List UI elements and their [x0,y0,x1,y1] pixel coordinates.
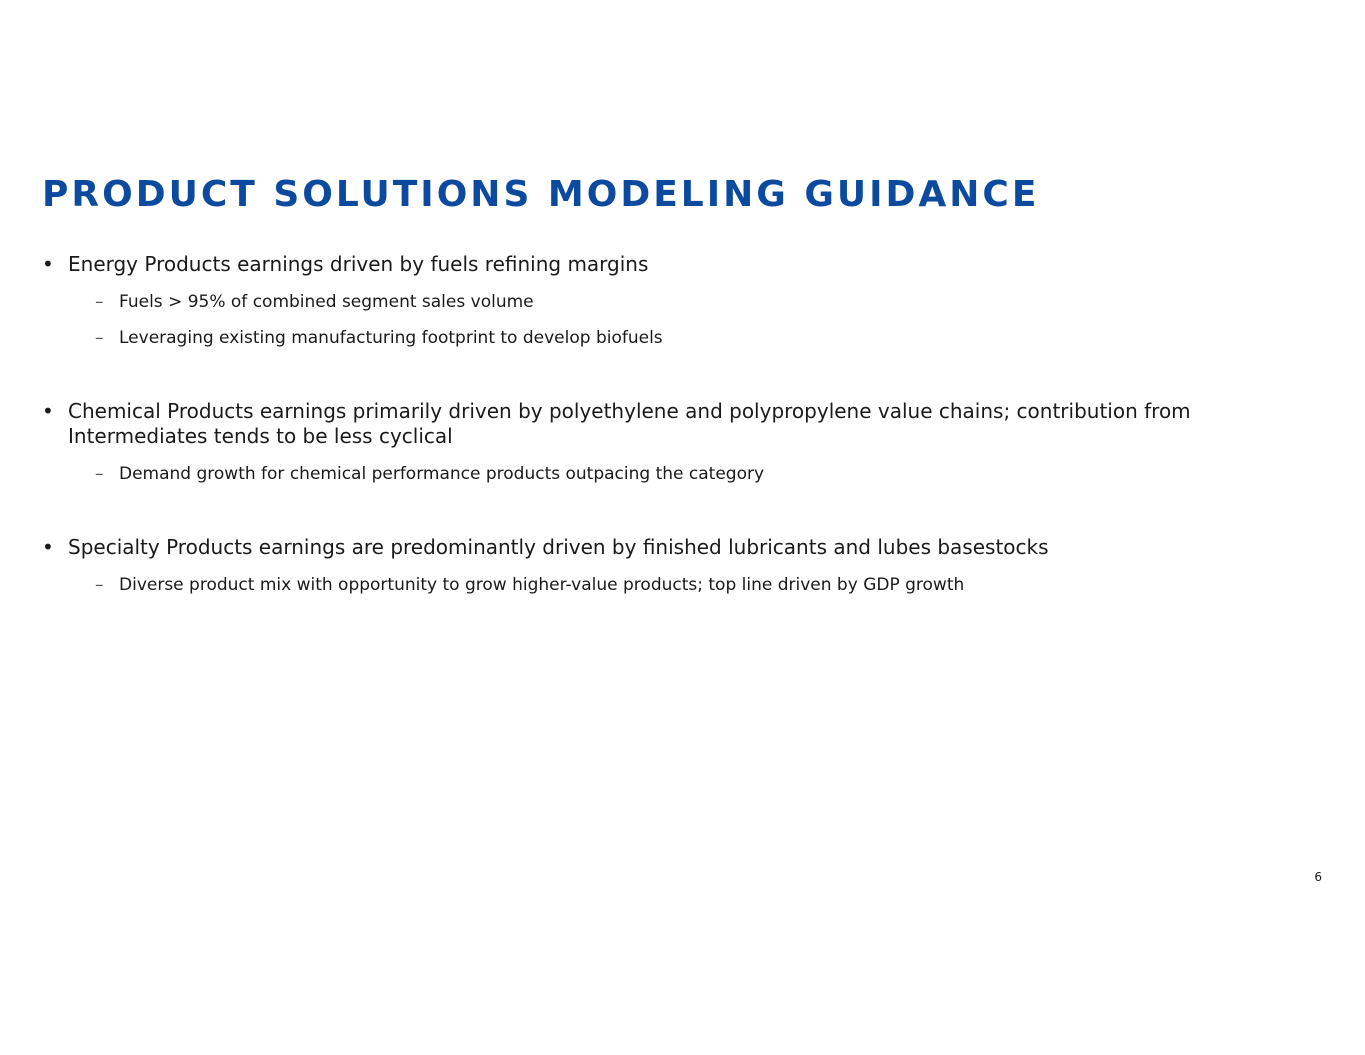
slide-title: PRODUCT SOLUTIONS MODELING GUIDANCE [42,174,1040,215]
sub-bullet-marker: – [95,328,104,348]
page-number: 6 [1314,870,1322,884]
bullet-group-specialty [42,535,1312,596]
bullet-item [42,535,1312,560]
bullet-item [42,252,1312,277]
bullet-group-energy [42,252,1312,349]
sub-bullet-marker: – [95,464,104,484]
sub-bullet-item [42,291,1312,313]
sub-bullet-item [42,574,1312,596]
bullet-marker: • [42,252,54,276]
sub-bullet-text: Fuels > 95% of combined segment sales volume [119,292,534,312]
sub-bullet-marker: – [95,292,104,312]
bullet-text: Specialty Products earnings are predominantly driven by finished lubricants and lubes basestocks [68,535,1049,559]
sub-bullet-item [42,463,1312,485]
bullet-text: Chemical Products earnings primarily driven by polyethylene and polypropylene value chains; contribution from Intermediates tends to be less cyclical [68,399,1191,448]
sub-bullet-text: Demand growth for chemical performance products outpacing the category [119,464,765,484]
sub-bullet-text: Leveraging existing manufacturing footprint to develop biofuels [119,328,663,348]
sub-bullet-item [42,327,1312,349]
sub-bullet-text: Diverse product mix with opportunity to grow higher-value products; top line driven by GDP growth [119,575,965,595]
bullet-group-chemical [42,399,1312,485]
sub-bullet-marker: – [95,575,104,595]
bullet-list [42,252,1312,596]
bullet-marker: • [42,399,54,423]
bullet-marker: • [42,535,54,559]
bullet-item [42,399,1312,449]
bullet-text: Energy Products earnings driven by fuels refining margins [68,252,649,276]
